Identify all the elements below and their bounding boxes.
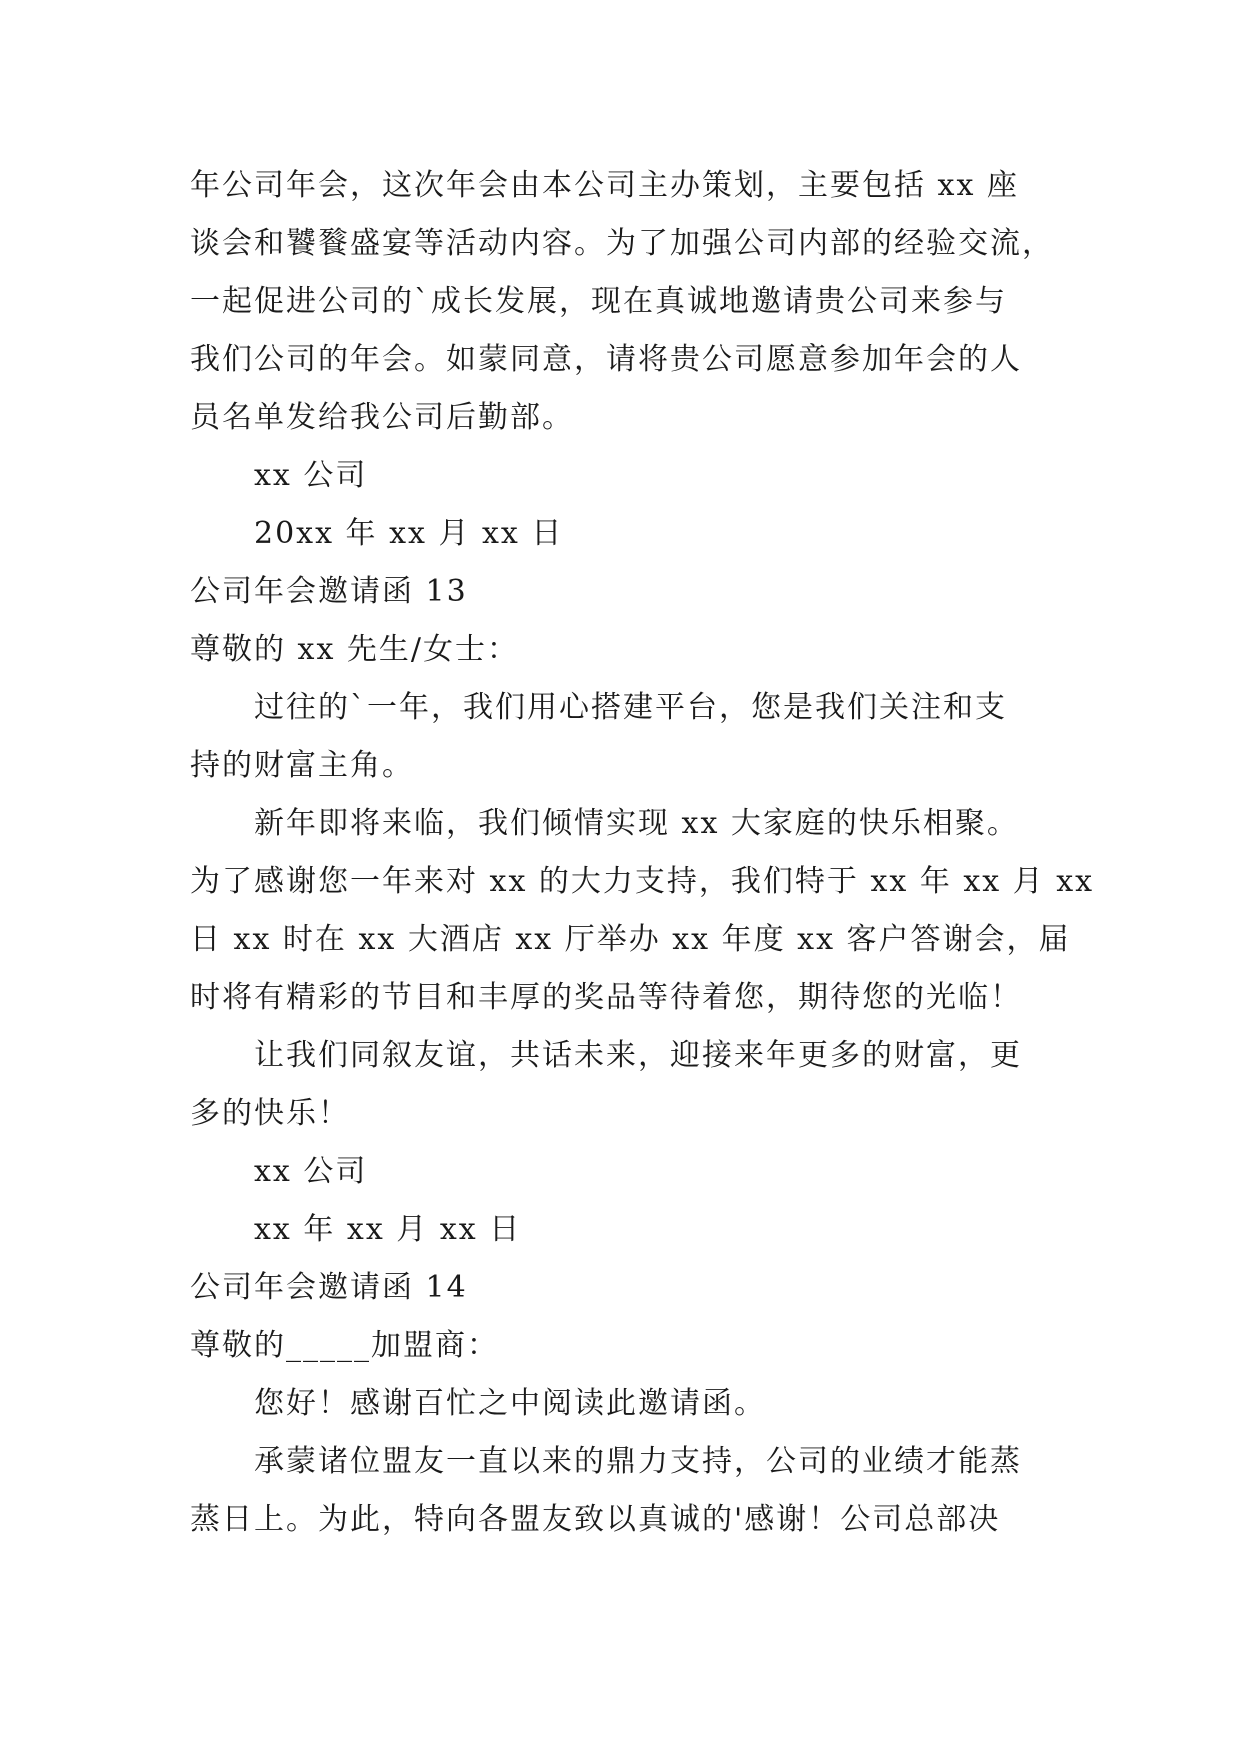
paragraph-line: 蒸日上。为此，特向各盟友致以真诚的'感谢！公司总部决 bbox=[190, 1502, 1001, 1537]
paragraph-line: 过往的`一年，我们用心搭建平台，您是我们关注和支 bbox=[254, 690, 1007, 725]
paragraph-line: 员名单发给我公司后勤部。 bbox=[190, 400, 574, 435]
paragraph-line: 我们公司的年会。如蒙同意，请将贵公司愿意参加年会的人 bbox=[190, 342, 1022, 377]
paragraph-line: 一起促进公司的`成长发展，现在真诚地邀请贵公司来参与 bbox=[190, 284, 1007, 319]
salutation: 尊敬的_____加盟商： bbox=[190, 1328, 499, 1363]
salutation: 尊敬的 xx 先生/女士： bbox=[190, 632, 520, 667]
signature-company: xx 公司 bbox=[254, 1154, 368, 1189]
paragraph-line: 为了感谢您一年来对 xx 的大力支持，我们特于 xx 年 xx 月 xx bbox=[190, 864, 1095, 899]
paragraph-line: 让我们同叙友谊，共话未来，迎接来年更多的财富，更 bbox=[254, 1038, 1022, 1073]
signature-company: xx 公司 bbox=[254, 458, 368, 493]
paragraph-line: 多的快乐！ bbox=[190, 1096, 350, 1131]
section-title: 公司年会邀请函 14 bbox=[190, 1270, 468, 1305]
paragraph-line: 年公司年会，这次年会由本公司主办策划，主要包括 xx 座 bbox=[190, 168, 1019, 203]
paragraph-line: 承蒙诸位盟友一直以来的鼎力支持，公司的业绩才能蒸 bbox=[254, 1444, 1022, 1479]
paragraph-line: 时将有精彩的节目和丰厚的奖品等待着您，期待您的光临！ bbox=[190, 980, 1022, 1015]
paragraph-line: 新年即将来临，我们倾情实现 xx 大家庭的快乐相聚。 bbox=[254, 806, 1019, 841]
paragraph-line: 持的财富主角。 bbox=[190, 748, 414, 783]
signature-date: xx 年 xx 月 xx 日 bbox=[254, 1212, 522, 1247]
section-title: 公司年会邀请函 13 bbox=[190, 574, 468, 609]
paragraph-line: 谈会和饕餮盛宴等活动内容。为了加强公司内部的经验交流， bbox=[190, 226, 1054, 261]
signature-date: 20xx 年 xx 月 xx 日 bbox=[254, 516, 564, 551]
paragraph-line: 日 xx 时在 xx 大酒店 xx 厅举办 xx 年度 xx 客户答谢会，届 bbox=[190, 922, 1071, 957]
paragraph-line: 您好！感谢百忙之中阅读此邀请函。 bbox=[254, 1386, 766, 1421]
